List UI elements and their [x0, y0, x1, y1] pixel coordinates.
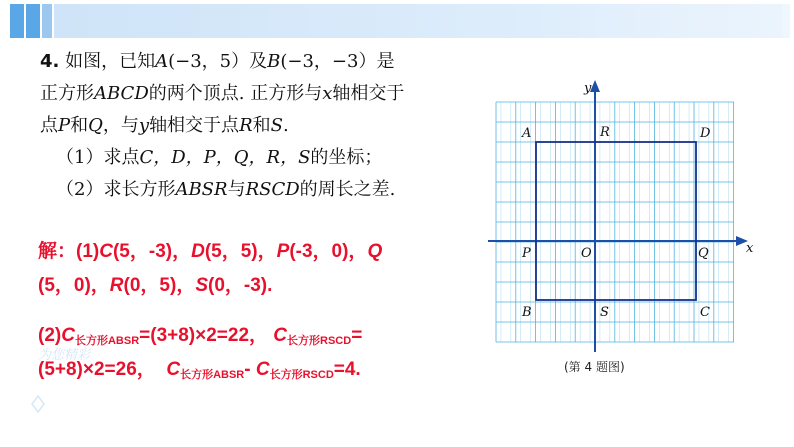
answer-line-1 [38, 236, 382, 263]
text: 和 [252, 115, 271, 136]
text: ，与 [102, 115, 139, 136]
banner-strip [54, 4, 782, 38]
label-d: D [700, 126, 711, 141]
watermark-text: 为您精彩 [38, 348, 91, 363]
subscript: 长方形RSCD [269, 369, 334, 381]
text: (0，5)， [123, 275, 196, 296]
point-b: B [267, 51, 281, 72]
text: 的周长之差. [299, 179, 396, 200]
decor-icon [30, 394, 46, 414]
subscript: 长方形ABSR [74, 335, 140, 347]
point-q: Q [88, 115, 103, 136]
text: 点 [40, 115, 58, 136]
banner-block [26, 4, 40, 38]
text: (5+8)×2=26， [38, 359, 156, 380]
text: （1）求点 [56, 147, 140, 168]
square-abcd [536, 142, 696, 300]
banner-block [42, 4, 52, 38]
subscript: 长方形ABSR [180, 369, 245, 381]
point-p: P [58, 115, 71, 136]
problem-number: 4. [40, 51, 60, 72]
problem-line-3 [40, 110, 480, 142]
text: (−3，−3）是 [280, 51, 395, 72]
x-axis-label: x [746, 241, 754, 256]
points-list: C，D，P，Q，R，S [139, 147, 311, 168]
text: (5，0)， [38, 275, 110, 296]
label-o: O [581, 246, 592, 261]
label-r: R [600, 125, 610, 140]
point-r: R [239, 115, 253, 136]
text: 的两个顶点. 正方形与 [148, 83, 323, 104]
problem-text [40, 46, 480, 206]
y-var: y [138, 115, 150, 136]
text: = [351, 325, 363, 346]
point-a: A [155, 51, 169, 72]
text: =4. [333, 359, 361, 380]
text: 轴相交于 [332, 83, 405, 104]
text: 的坐标； [310, 147, 383, 168]
text: D [191, 241, 205, 262]
point-s: S [270, 115, 283, 136]
text: 如图，已知 [65, 51, 156, 72]
text: C [61, 325, 75, 346]
answer-line-2 [38, 270, 272, 297]
x-var: x [322, 83, 333, 104]
text: (5，5)， [204, 241, 277, 262]
label-q: Q [698, 246, 709, 261]
text: S [195, 275, 209, 296]
label-c: C [700, 305, 710, 320]
text: . [282, 115, 289, 136]
text: (0，-3). [208, 275, 273, 296]
y-axis-arrow [590, 80, 600, 92]
header-banner [0, 0, 794, 42]
text: C [255, 359, 270, 380]
text: C [99, 241, 113, 262]
text: - [244, 359, 256, 380]
text: C [166, 359, 181, 380]
y-axis-label: y [584, 81, 592, 96]
coordinate-figure [484, 74, 768, 374]
text: (-3，0)， [289, 241, 368, 262]
banner-block [10, 4, 24, 38]
label-a: A [522, 126, 532, 141]
text: P [276, 241, 290, 262]
text: Q [367, 241, 383, 262]
question-1 [40, 142, 480, 174]
banner-cap [782, 4, 790, 38]
text: C [273, 325, 288, 346]
rect-rscd: RSCD [245, 179, 300, 200]
text: (2) [38, 325, 62, 346]
text: 与 [227, 179, 246, 200]
text: 轴相交于点 [149, 115, 240, 136]
problem-line-1 [40, 46, 480, 78]
text: R [109, 275, 124, 296]
question-2 [40, 174, 480, 206]
text: （2）求长方形 [56, 179, 176, 200]
grid [496, 102, 734, 342]
text: (5，-3)， [112, 241, 192, 262]
solution-label: 解：(1) [38, 241, 100, 262]
problem-line-2 [40, 78, 480, 110]
rect-absr: ABSR [175, 179, 228, 200]
label-b: B [522, 305, 532, 320]
label-p: P [522, 246, 531, 261]
label-s: S [600, 305, 609, 320]
text: =(3+8)×2=22， [139, 325, 269, 346]
subscript: 长方形RSCD [287, 335, 352, 347]
text: (−3，5）及 [168, 51, 268, 72]
text: 和 [70, 115, 89, 136]
figure-caption: (第 4 题图) [564, 360, 625, 374]
text: 正方形 [40, 83, 94, 104]
square-name: ABCD [94, 83, 149, 104]
